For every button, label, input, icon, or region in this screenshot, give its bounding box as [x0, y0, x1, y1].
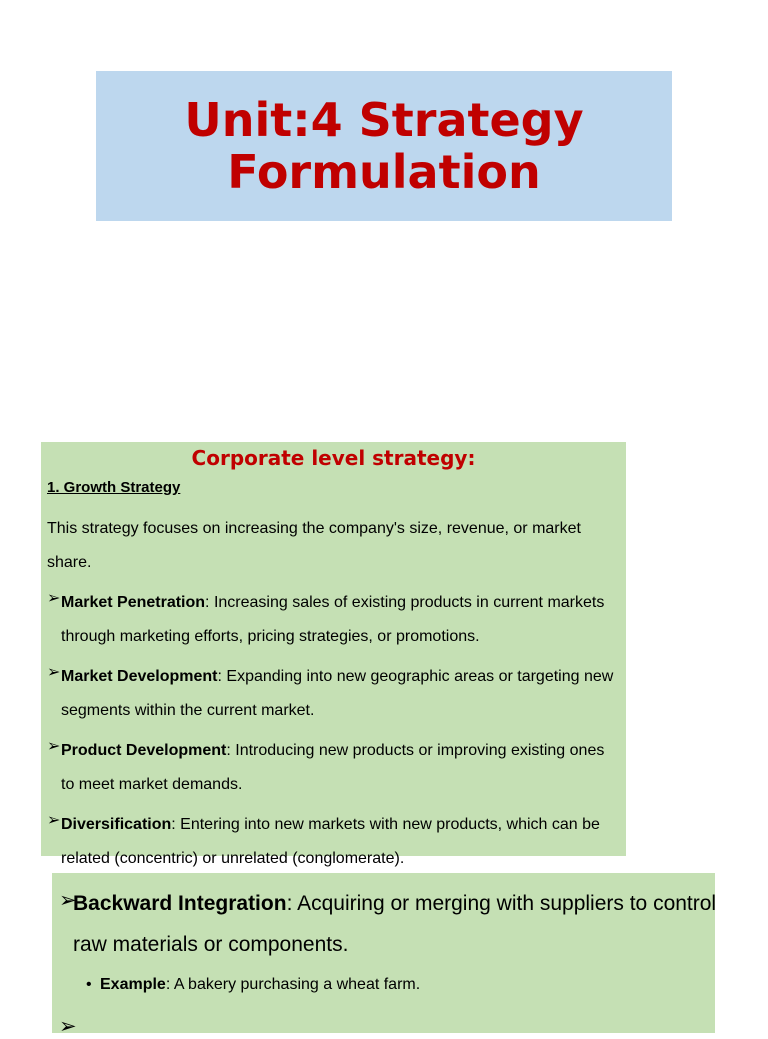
title-banner [96, 71, 672, 221]
integration-box [52, 873, 717, 1038]
growth-strategy-subheading: 1. Growth Strategy [47, 479, 181, 496]
example-item [86, 973, 420, 997]
example-text: : A bakery purchasing a wheat farm. [165, 976, 421, 993]
corporate-strategy-box [41, 442, 626, 867]
growth-intro: This strategy focuses on increasing the company's size, revenue, or market share. [47, 520, 581, 571]
item-term: Market Penetration [61, 594, 206, 611]
item-text: : Introducing new products or improving existing ones to meet market demands. [61, 742, 605, 793]
item-term: Product Development [61, 742, 227, 759]
arrow-bullet-icon: ➢ [47, 664, 61, 681]
item-term: Market Development [61, 668, 218, 685]
arrow-bullet-icon: ➢ [59, 889, 77, 912]
list-item [47, 660, 622, 728]
integration-term: Backward Integration [73, 892, 287, 915]
slide-title [184, 94, 583, 198]
item-text: : Expanding into new geographic areas or targeting new segments within the current market. [61, 668, 614, 719]
backward-integration-item [59, 883, 723, 965]
title-line-1: Unit:4 Strategy [184, 93, 584, 147]
item-term: Diversification [61, 816, 172, 833]
arrow-bullet-icon: ➢ [59, 1015, 77, 1038]
list-item [47, 586, 622, 654]
example-term: Example [100, 976, 166, 993]
title-line-2: Formulation [227, 145, 541, 199]
integration-text: : Acquiring or merging with suppliers to control raw materials or components. [73, 892, 717, 956]
arrow-bullet-icon: ➢ [47, 812, 61, 829]
corporate-heading: Corporate level strategy: [191, 446, 476, 470]
item-text: : Increasing sales of existing products in current markets through marketing efforts, pricing strategies, or promotions. [61, 594, 605, 645]
arrow-bullet-icon: ➢ [47, 590, 61, 607]
item-text: : Entering into new markets with new products, which can be related (concentric) or unrelated (conglomerate). [61, 816, 600, 867]
list-item [47, 808, 622, 876]
growth-bullet-list [47, 586, 622, 882]
arrow-bullet-icon: ➢ [47, 738, 61, 755]
list-item [47, 734, 622, 802]
dot-bullet-icon: • [86, 976, 92, 993]
